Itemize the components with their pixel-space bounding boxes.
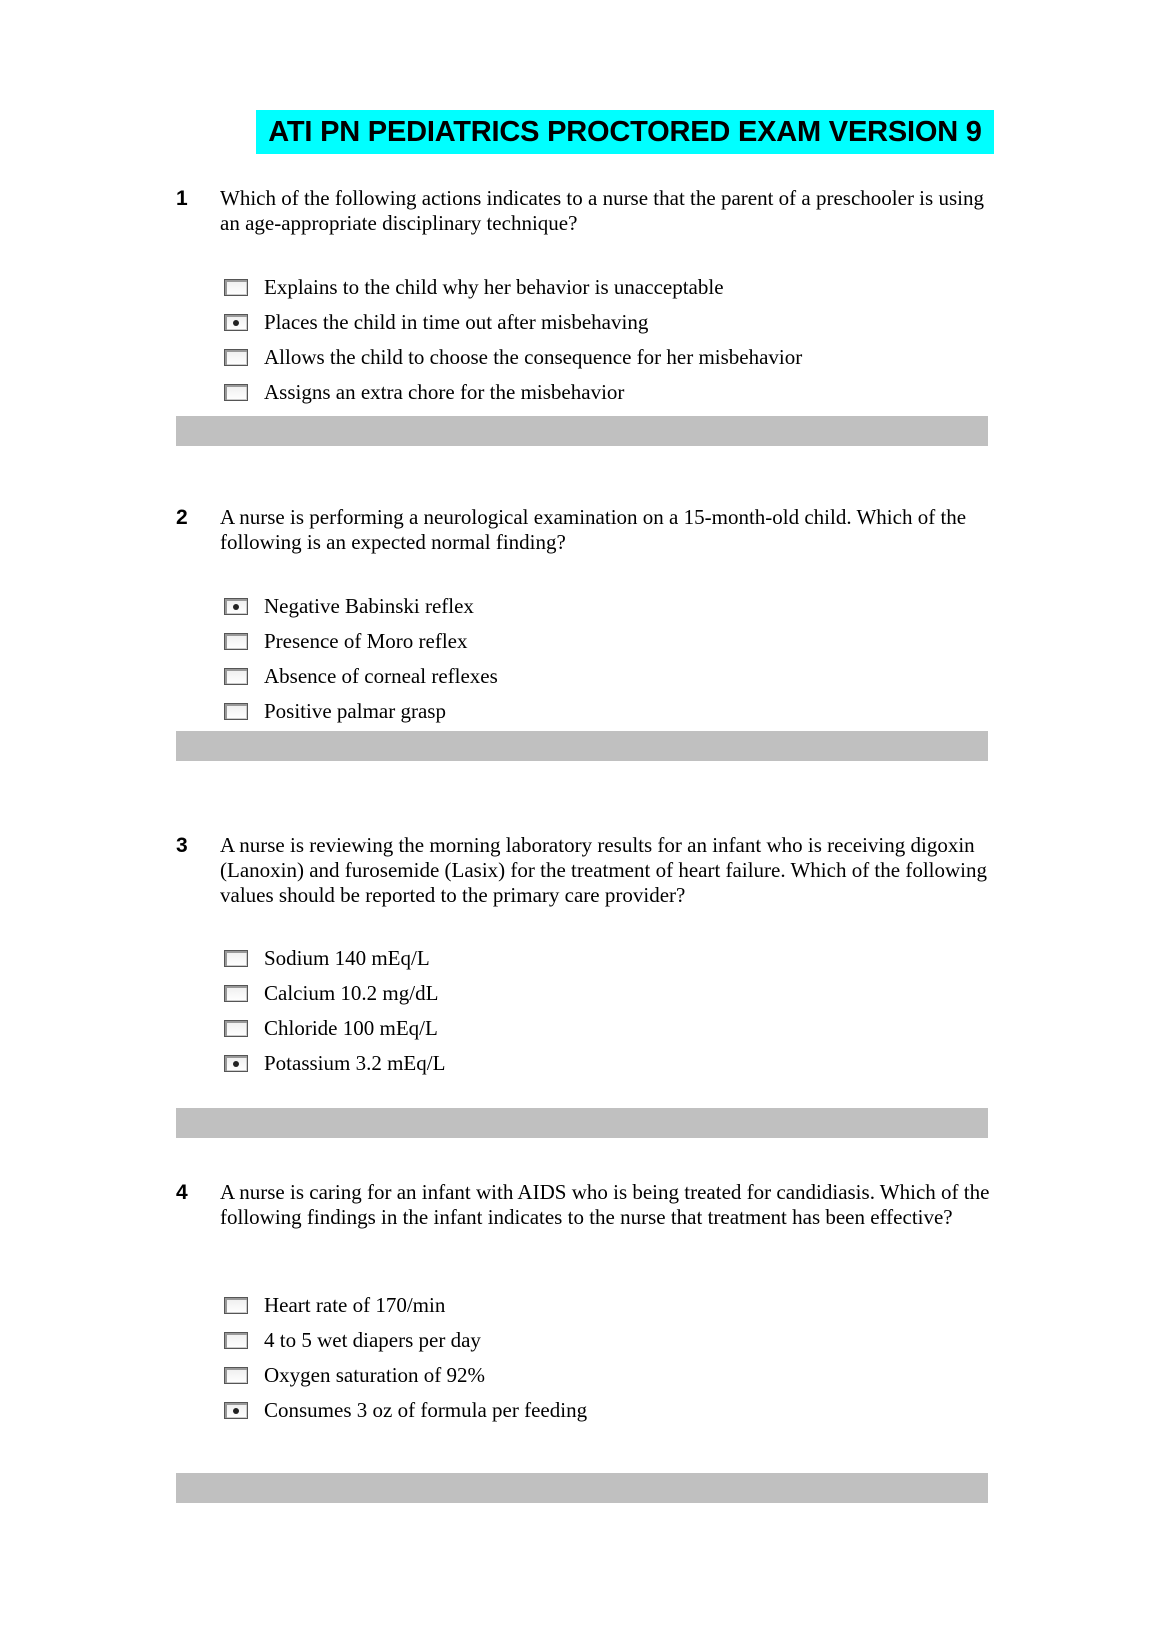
question-text: A nurse is reviewing the morning laboratory results for an infant who is receiving digoxin (Lanoxin) and furosemide (Lasix) for the treatment of heart failure. Which of the following values should be reported to the primary care provider? — [220, 833, 988, 907]
separator-bar — [176, 1473, 988, 1503]
exam-title: ATI PN PEDIATRICS PROCTORED EXAM VERSION 9 — [256, 110, 994, 154]
radio-button-icon[interactable] — [224, 668, 248, 685]
separator-bar — [176, 731, 988, 761]
radio-button-icon[interactable] — [224, 633, 248, 650]
radio-button-icon[interactable] — [224, 314, 248, 331]
question-number: 1 — [176, 187, 188, 210]
answer-label: Positive palmar grasp — [264, 699, 446, 723]
answer-option[interactable] — [224, 270, 802, 305]
answer-option[interactable] — [224, 589, 498, 624]
radio-button-icon[interactable] — [224, 1055, 248, 1072]
answer-options — [224, 941, 445, 1081]
radio-button-icon[interactable] — [224, 1402, 248, 1419]
radio-button-icon[interactable] — [224, 1367, 248, 1384]
radio-button-icon[interactable] — [224, 1332, 248, 1349]
radio-button-icon[interactable] — [224, 950, 248, 967]
question-number: 3 — [176, 834, 188, 857]
radio-button-icon[interactable] — [224, 703, 248, 720]
radio-button-icon[interactable] — [224, 349, 248, 366]
radio-button-icon[interactable] — [224, 1297, 248, 1314]
answer-options — [224, 270, 802, 410]
answer-label: Oxygen saturation of 92% — [264, 1363, 486, 1387]
question-number: 2 — [176, 506, 188, 529]
answer-option[interactable] — [224, 1393, 587, 1428]
answer-label: 4 to 5 wet diapers per day — [264, 1328, 481, 1352]
radio-button-icon[interactable] — [224, 384, 248, 401]
answer-label: Chloride 100 mEq/L — [264, 1016, 438, 1040]
answer-option[interactable] — [224, 624, 498, 659]
answer-label: Explains to the child why her behavior is unacceptable — [264, 275, 724, 299]
separator-bar — [176, 1108, 988, 1138]
radio-button-icon[interactable] — [224, 598, 248, 615]
answer-option[interactable] — [224, 659, 498, 694]
answer-option[interactable] — [224, 1011, 445, 1046]
answer-label: Allows the child to choose the consequence for her misbehavior — [264, 345, 803, 369]
radio-button-icon[interactable] — [224, 279, 248, 296]
answer-label: Assigns an extra chore for the misbehavior — [264, 380, 625, 404]
question-text: A nurse is performing a neurological examination on a 15-month-old child. Which of the following is an expected normal finding? — [220, 505, 967, 554]
question-number: 4 — [176, 1181, 188, 1204]
radio-button-icon[interactable] — [224, 1020, 248, 1037]
answer-label: Heart rate of 170/min — [264, 1293, 446, 1317]
answer-option[interactable] — [224, 1288, 587, 1323]
answer-option[interactable] — [224, 1358, 587, 1393]
answer-option[interactable] — [224, 305, 802, 340]
answer-option[interactable] — [224, 941, 445, 976]
answer-option[interactable] — [224, 375, 802, 410]
answer-options — [224, 589, 498, 729]
answer-label: Potassium 3.2 mEq/L — [264, 1051, 446, 1075]
answer-label: Absence of corneal reflexes — [264, 664, 498, 688]
answer-option[interactable] — [224, 1046, 445, 1081]
answer-options — [224, 1288, 587, 1428]
answer-option[interactable] — [224, 694, 498, 729]
separator-bar — [176, 416, 988, 446]
answer-label: Sodium 140 mEq/L — [264, 946, 430, 970]
answer-label: Calcium 10.2 mg/dL — [264, 981, 439, 1005]
answer-label: Consumes 3 oz of formula per feeding — [264, 1398, 588, 1422]
question-text: Which of the following actions indicates to a nurse that the parent of a preschooler is using an age-appropriate disciplinary technique? — [220, 186, 984, 235]
answer-option[interactable] — [224, 340, 802, 375]
answer-label: Presence of Moro reflex — [264, 629, 468, 653]
answer-option[interactable] — [224, 976, 445, 1011]
answer-label: Negative Babinski reflex — [264, 594, 474, 618]
answer-label: Places the child in time out after misbehaving — [264, 310, 649, 334]
answer-option[interactable] — [224, 1323, 587, 1358]
question-text: A nurse is caring for an infant with AIDS who is being treated for candidiasis. Which of the following findings in the infant indicates to the nurse that treatment has been effective? — [220, 1180, 990, 1229]
radio-button-icon[interactable] — [224, 985, 248, 1002]
